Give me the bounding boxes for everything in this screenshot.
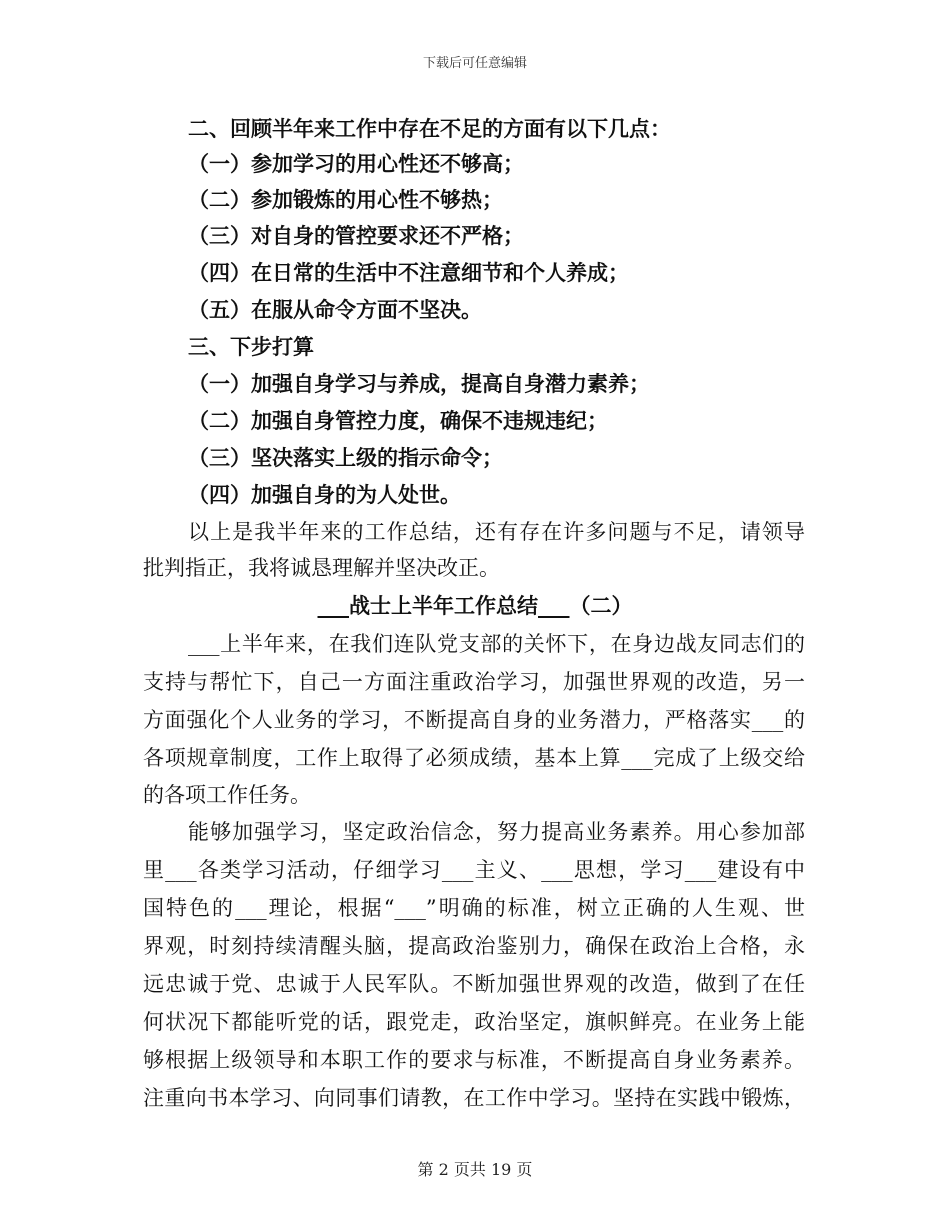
page-footer: 第 2 页共 19 页 xyxy=(417,1160,533,1179)
closing-line: 以上是我半年来的工作总结，还有存在许多问题与不足，请领导 xyxy=(188,520,805,544)
list-item: （三）对自身的管控要求还不严格； xyxy=(188,223,524,248)
section-title: ___战士上半年工作总结___（二） xyxy=(317,593,633,618)
list-item: （一）参加学习的用心性还不够高； xyxy=(188,151,524,176)
paragraph-line: 够根据上级领导和本职工作的要求与标准，不断提高自身业务素养。 xyxy=(143,1048,805,1072)
page-header: 下载后可任意编辑 xyxy=(422,56,527,71)
paragraph-line: 何状况下都能听党的话，跟党走，政治坚定，旗帜鲜亮。在业务上能 xyxy=(143,1010,805,1034)
paragraph-line: 国特色的___理论，根据“___”明确的标准，树立正确的人生观、世 xyxy=(143,896,805,920)
paragraph-line: 注重向书本学习、向同事们请教，在工作中学习。坚持在实践中锻炼， xyxy=(143,1086,805,1110)
paragraph-line: 里___各类学习活动，仔细学习___主义、___思想，学习___建设有中 xyxy=(143,858,805,882)
paragraph-line: 方面强化个人业务的学习，不断提高自身的业务潜力，严格落实___的 xyxy=(143,708,805,732)
list-item: （一）加强自身学习与养成，提高自身潜力素养； xyxy=(188,371,650,396)
paragraph-line: 能够加强学习，坚定政治信念，努力提高业务素养。用心参加部 xyxy=(188,820,805,844)
paragraph-line: 支持与帮忙下，自己一方面注重政治学习，加强世界观的改造，另一 xyxy=(143,670,805,694)
closing-line: 批判指正，我将诚恳理解并坚决改正。 xyxy=(143,556,500,580)
paragraph-line: 界观，时刻持续清醒头脑，提高政治鉴别力，确保在政治上合格，永 xyxy=(143,934,805,958)
list-item: （四）在日常的生活中不注意细节和个人养成； xyxy=(188,260,629,285)
paragraph-line: ___上半年来，在我们连队党支部的关怀下，在身边战友同志们的 xyxy=(188,632,805,656)
paragraph-line: 各项规章制度，工作上取得了必须成绩，基本上算___完成了上级交给 xyxy=(143,746,805,770)
list-item: （四）加强自身的为人处世。 xyxy=(188,482,461,507)
paragraph-line: 远忠诚于党、忠诚于人民军队。不断加强世界观的改造，做到了在任 xyxy=(143,972,805,996)
list-item: （二）参加锻炼的用心性不够热； xyxy=(188,187,503,212)
list-item: （二）加强自身管控力度，确保不违规违纪； xyxy=(188,408,608,433)
section-heading: 二、回顾半年来工作中存在不足的方面有以下几点： xyxy=(188,116,671,141)
list-item: （五）在服从命令方面不坚决。 xyxy=(188,297,482,322)
section-heading: 三、下步打算 xyxy=(188,334,314,359)
paragraph-line: 的各项工作任务。 xyxy=(143,783,311,807)
list-item: （三）坚决落实上级的指示命令； xyxy=(188,445,503,470)
